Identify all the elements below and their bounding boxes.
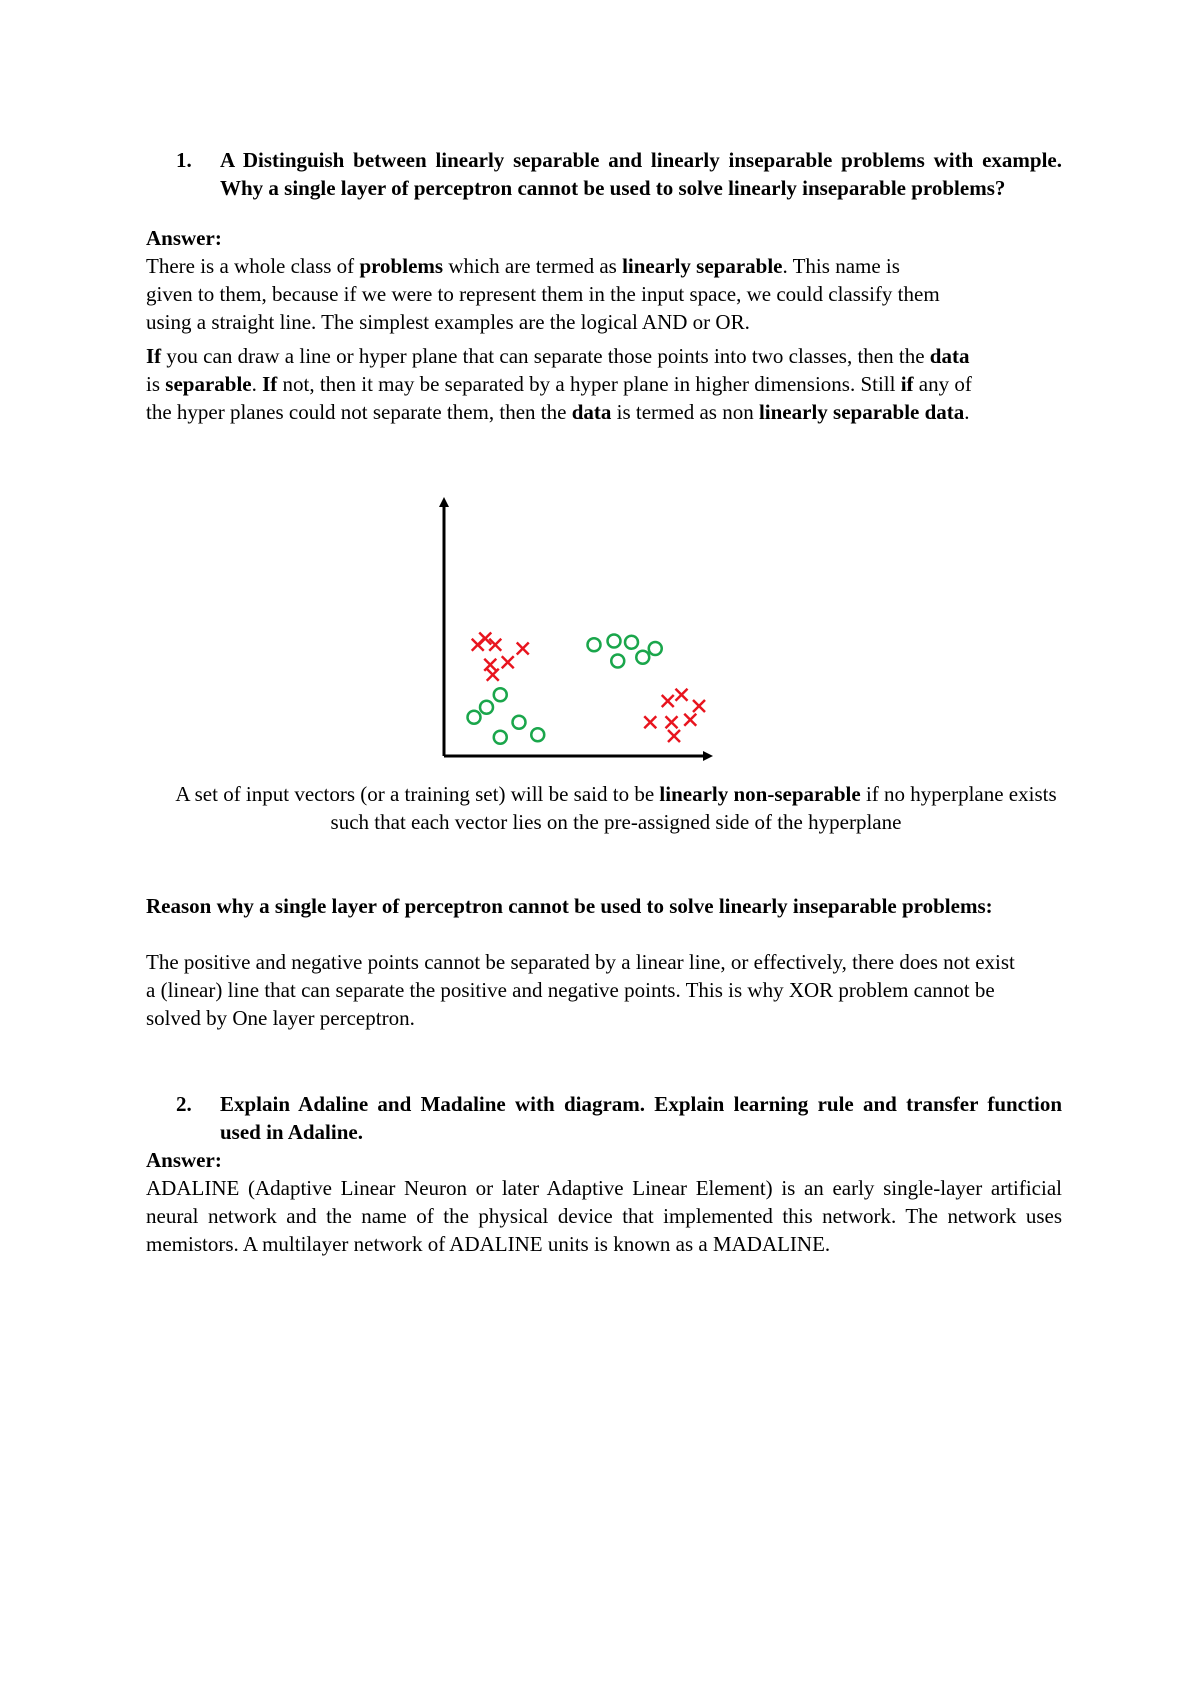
cross-point-12: [666, 716, 678, 728]
circle-point-10: [513, 716, 526, 729]
question-text: Explain Adaline and Madaline with diagram. Explain learning rule and transfer function used in Adaline.: [220, 1092, 1062, 1144]
question-number: 1.: [176, 148, 192, 172]
cross-point-7: [487, 669, 499, 681]
circle-point-2: [608, 635, 621, 648]
reason-text: The positive and negative points cannot be separated by a linear line, or effectively, there does not exist a (linear) line that can separate the positive and negative points. This is why XOR problem cannot be solved by One layer perceptron.: [146, 950, 1015, 1030]
data-points: [468, 633, 706, 744]
paragraph-linearly-separable: There is a whole class of problems which are termed as linearly separable. This name is given to them, because if we were to represent them in the input space, we could classify them using a straight line. The simplest examples are the logical AND or OR.: [146, 254, 940, 334]
circle-point-5: [636, 651, 649, 664]
circle-point-12: [531, 728, 544, 741]
cross-point-2: [472, 639, 484, 651]
cross-point-5: [484, 659, 496, 671]
answer-label: Answer:: [146, 226, 222, 250]
adaline-paragraph: ADALINE (Adaptive Linear Neuron or later Adaptive Linear Element) is an early single-layer artificial neural network and the name of the physical device that implemented this network. The network uses memistors. A multilayer network of ADALINE units is known as a MADALINE.: [146, 1176, 1062, 1256]
cross-point-6: [502, 656, 514, 668]
cross-point-10: [693, 700, 705, 712]
circle-point-4: [611, 655, 624, 668]
cross-point-3: [489, 639, 501, 651]
circle-point-6: [649, 642, 662, 655]
reason-heading: Reason why a single layer of perceptron cannot be used to solve linearly inseparable problems:: [146, 894, 993, 918]
circle-point-7: [494, 688, 507, 701]
circle-point-11: [494, 731, 507, 744]
separability-scatter-figure: [424, 494, 724, 774]
circle-point-1: [588, 638, 601, 651]
cross-point-9: [676, 689, 688, 701]
paragraph-separable-data: If you can draw a line or hyper plane that can separate those points into two classes, then the data is separable. If not, then it may be separated by a hyper plane in higher dimensions. Still if any of the hyper planes could not separate them, then the data is termed as non linearly separable data.: [146, 344, 972, 424]
question-2: [146, 1090, 1062, 1146]
figure-caption: A set of input vectors (or a training set) will be said to be linearly non-separable if no hyperplane exists such that each vector lies on the pre-assigned side of the hyperplane: [175, 782, 1057, 834]
cross-point-11: [644, 716, 656, 728]
question-text: A Distinguish between linearly separable and linearly inseparable problems with example. Why a single layer of perceptron cannot be used to solve linearly inseparable problems?: [220, 148, 1062, 200]
question-number: 2.: [176, 1092, 192, 1116]
circle-point-9: [468, 711, 481, 724]
answer-label: Answer:: [146, 1148, 222, 1172]
cross-point-14: [668, 730, 680, 742]
cross-point-4: [517, 643, 529, 655]
circle-point-3: [625, 636, 638, 649]
question-1: [146, 146, 1062, 202]
circle-point-8: [480, 701, 493, 714]
cross-point-13: [684, 714, 696, 726]
cross-point-8: [662, 695, 674, 707]
